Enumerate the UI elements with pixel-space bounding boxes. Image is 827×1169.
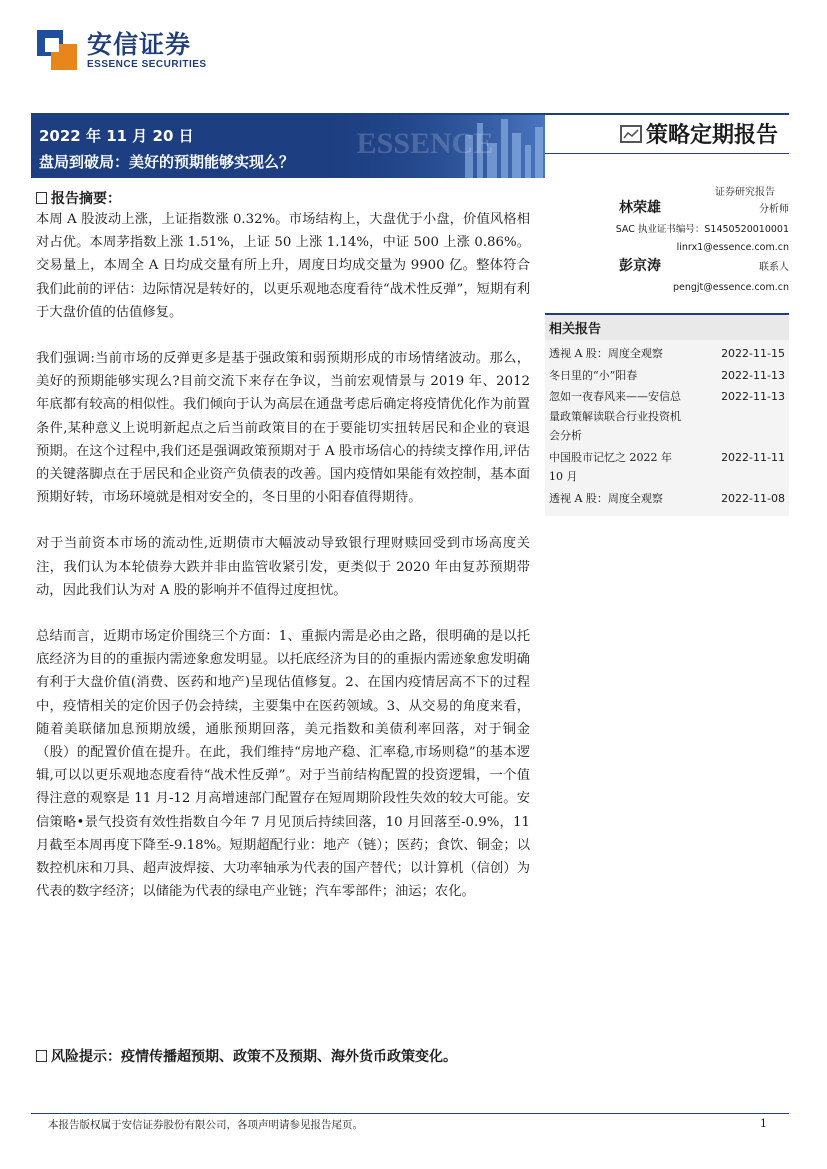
author-role: 分析师 bbox=[759, 204, 789, 215]
related-reports bbox=[545, 313, 789, 516]
author-role: 联系人 bbox=[759, 262, 789, 273]
title-banner bbox=[31, 115, 545, 178]
author-email[interactable]: linrx1@essence.com.cn bbox=[676, 242, 789, 253]
list-item[interactable] bbox=[549, 366, 785, 386]
footer-text: 本报告版权属于安信证券股份有限公司，各项声明请参见报告尾页。 bbox=[48, 1119, 363, 1131]
authors-panel bbox=[545, 197, 789, 293]
summary-heading: 报告摘要： bbox=[36, 188, 121, 208]
related-title[interactable]: 冬日里的“小”阳春 bbox=[549, 368, 638, 382]
paragraph: 对于当前资本市场的流动性,近期债市大幅波动导致银行理财赎回受到市场高度关注，我们认为本轮债券大跌并非由监管收紧引发，更类似于 2020 年由复苏预期带动，因此我们认为对 A 股的影响并不值得过度担忧。 bbox=[36, 536, 530, 598]
report-subtype: 证券研究报告 bbox=[715, 187, 775, 198]
list-box-icon bbox=[36, 1050, 47, 1062]
related-heading: 相关报告 bbox=[545, 313, 789, 340]
paragraph: 我们强调:当前市场的反弹更多是基于强政策和弱预期形成的市场情绪波动。那么，美好的预期能够实现么?目前交流下来存在争议，当前宏观情景与 2019 年、2012 年底都有较高的相似性。我们倾向于认为高层在通盘考虑后确定将疫情优化作为前置条件,某种意义上说明新起点之后当前政策目的在于要能切实扭转居民和企业的衰退预期。在这个过程中,我们还是强调政策预期对于 A 股市场信心的持续支撑作用,评估的关键落脚点在于居民和企业资产负债表的改善。国内疫情如果能有效控制，基本面预期好转，市场环境就是相对安全的，冬日里的小阳春值得期待。 bbox=[36, 351, 530, 506]
author-name: 彭京涛 bbox=[619, 258, 661, 274]
related-title[interactable]: 透视 A 股：周度全观察 bbox=[549, 491, 663, 505]
logo-mark-icon bbox=[37, 30, 77, 70]
related-title[interactable]: 透视 A 股：周度全观察 bbox=[549, 347, 663, 360]
related-date: 2022-11-13 bbox=[721, 368, 785, 382]
risk-notice: 风险提示：疫情传播超预期、政策不及预期、海外货币政策变化。 bbox=[36, 1045, 530, 1069]
related-title[interactable]: 忽如一夜春风来——安信总量政策解读联合行业投资机会分析 bbox=[549, 390, 681, 442]
logo-cn: 安信证券 bbox=[87, 29, 192, 59]
city-skyline-decoration bbox=[315, 115, 545, 178]
related-title[interactable]: 中国股市记忆之 2022 年 10 月 bbox=[549, 450, 672, 483]
author-cert: SAC 执业证书编号：S1450520010001 bbox=[615, 224, 789, 235]
paragraph: 总结而言，近期市场定价围绕三个方面：1、重振内需是必由之路，很明确的是以托底经济为目的的重振内需迹象愈发明显。以托底经济为目的的重振内需迹象愈发明确有利于大盘价值(消费、医药和地产)呈现估值修复。2、在国内疫情居高不下的过程中，疫情相关的定价因子仍会持续，主要集中在医药领域。3、从交易的角度来看，随着美联储加息预期放缓，通胀预期回落，美元指数和美债利率回落，对于铜金（股）的配置价值在提升。在此，我们维持“房地产稳、汇率稳,市场则稳”的基本逻辑,可以以更乐观地态度看待“战术性反弹”。对于当前结构配置的投资逻辑，一个值得注意的观察是 11 月-12 月高增速部门配置存在短周期阶段性失效的较大可能。安信策略•景气投资有效性指数自今年 7 月见顶后持续回落，10 月回落至-0.9%，11 月截至本周再度下降至-9.18%。短期超配行业：地产（链）；医药；食饮、铜金；以数控机床和刀具、超声波焊接、大功率轴承为代表的国产替代；以计算机（信创）为代表的数字经济；以储能为代表的绿电产业链；汽车零部件；油运；农化。 bbox=[36, 629, 530, 900]
report-title: 盘局到破局：美好的预期能够实现么？ bbox=[39, 153, 295, 171]
right-rule bbox=[545, 153, 789, 154]
report-date: 2022 年 11 月 20 日 bbox=[39, 127, 194, 145]
company-logo bbox=[37, 30, 207, 70]
logo-en: ESSENCE SECURITIES bbox=[87, 58, 207, 70]
report-type bbox=[620, 118, 778, 149]
list-item[interactable] bbox=[549, 448, 785, 487]
related-date: 2022-11-15 bbox=[721, 347, 785, 360]
list-item[interactable] bbox=[549, 387, 785, 446]
list-item[interactable] bbox=[549, 344, 785, 364]
author-email[interactable]: pengjt@essence.com.cn bbox=[672, 282, 789, 293]
paragraph: 本周 A 股波动上涨，上证指数涨 0.32%。市场结构上，大盘优于小盘，价值风格相对占优。本周茅指数上涨 1.51%，上证 50 上涨 1.14%，中证 500 上涨 0.86%。交易量上，本周全 A 日均成交量有所上升，周度日均成交量为 9900 亿。整体符合我们此前的评估：边际情况是转好的，以更乐观地态度看待“战术性反弹”，短期有利于大盘价值的估值修复。 bbox=[36, 212, 530, 320]
report-type-label: 策略定期报告 bbox=[646, 123, 779, 148]
summary-body bbox=[36, 208, 530, 926]
chart-icon bbox=[620, 125, 642, 143]
related-date: 2022-11-13 bbox=[721, 390, 785, 403]
author-name: 林荣雄 bbox=[619, 200, 661, 216]
page-number: 1 bbox=[760, 1117, 767, 1130]
banner-watermark: ESSENCE bbox=[356, 127, 494, 160]
footer-rule bbox=[31, 1113, 789, 1114]
list-item[interactable] bbox=[549, 489, 785, 509]
related-date: 2022-11-11 bbox=[721, 450, 785, 464]
related-date: 2022-11-08 bbox=[721, 491, 785, 505]
list-box-icon bbox=[36, 192, 47, 204]
